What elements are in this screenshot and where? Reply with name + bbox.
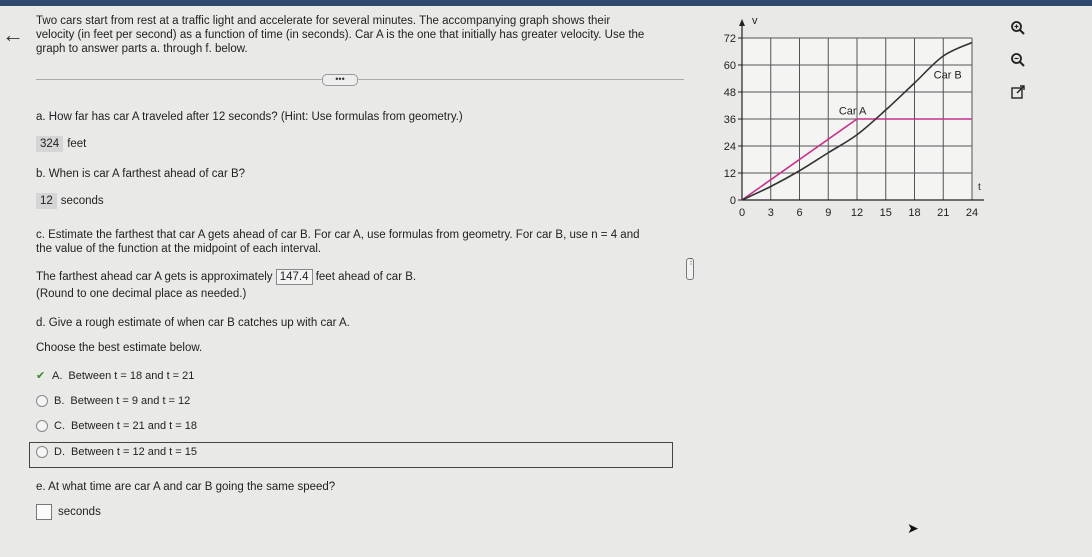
y-tick-label: 36 [723,114,736,126]
answer-c-prefix: The farthest ahead car A gets is approximately [36,271,273,283]
divider [36,79,684,80]
answer-e [36,504,101,520]
y-tick-label: 60 [723,60,736,72]
car-a-label: Car A [838,105,867,118]
checkmark-icon: ✔ [36,370,46,382]
top-bar [0,0,1092,6]
x-tick-label: 3 [767,207,774,219]
answer-a [36,136,86,152]
option-c[interactable] [36,420,197,432]
problem-prompt [36,14,686,56]
radio-button[interactable] [36,420,48,432]
answer-b-value[interactable]: 12 [36,193,57,209]
x-axis-label: t [978,182,981,193]
question-c-line: c. Estimate the farthest that car A gets ahead of car B. For car A, use formulas from geometry. For car B, use n = 4 and [36,229,640,241]
answer-b-unit: seconds [60,195,104,207]
round-note: (Round to one decimal place as needed.) [36,288,247,300]
answer-a-unit: feet [67,138,87,150]
y-tick-label: 48 [723,87,736,99]
y-tick-label: 72 [723,33,736,45]
question-b: b. When is car A farthest ahead of car B? [36,168,246,180]
x-tick-label: 18 [908,207,921,219]
y-tick-label: 12 [723,168,736,180]
zoom-in-icon[interactable] [1010,20,1026,36]
back-arrow-icon[interactable]: ← [2,22,24,47]
answer-e-unit: seconds [58,506,101,519]
choose-instruction: Choose the best estimate below. [36,342,203,354]
answer-b [36,193,104,209]
option-d-label: D. [54,446,65,458]
x-tick-label: 21 [937,207,950,219]
answer-c-suffix: feet ahead of car B. [315,271,417,283]
answer-c [36,269,416,285]
prompt-line: graph to answer parts a. through f. below. [36,43,248,55]
x-tick-label: 6 [796,207,803,219]
y-axis-label: v [752,15,758,27]
mouse-cursor-icon: ➤ [907,520,919,536]
external-link-icon[interactable] [1010,84,1026,100]
y-tick-label: 24 [723,141,736,153]
option-b[interactable] [36,395,190,407]
option-c-text: Between t = 21 and t = 18 [71,420,197,432]
x-tick-label: 24 [965,207,979,219]
car-b-label: Car B [933,69,962,82]
answer-a-value[interactable]: 324 [36,136,63,152]
radio-button[interactable] [36,446,48,458]
option-b-label: B. [54,395,65,407]
pane-resize-handle[interactable]: ⋮ [686,258,694,280]
option-c-label: C. [54,420,65,432]
velocity-chart [700,12,1000,227]
x-tick-label: 12 [850,207,864,219]
zoom-out-icon[interactable] [1010,52,1026,68]
question-c [36,228,640,256]
option-d[interactable] [36,446,197,458]
answer-e-input[interactable] [36,504,52,520]
option-a[interactable] [36,370,194,382]
x-tick-label: 15 [879,207,892,219]
answer-c-value[interactable]: 147.4 [276,269,313,285]
y-axis-arrow [739,19,745,26]
x-tick-label: 9 [825,207,832,219]
question-d: d. Give a rough estimate of when car B catches up with car A. [36,317,350,329]
y-tick-label: 0 [729,195,736,207]
radio-button[interactable] [36,395,48,407]
option-b-text: Between t = 9 and t = 12 [70,395,191,407]
question-c-line: the value of the function at the midpoint of each interval. [36,243,322,255]
prompt-line: Two cars start from rest at a traffic light and accelerate for several minutes. The accompanying graph shows their [36,15,611,27]
option-d-text: Between t = 12 and t = 15 [71,446,197,458]
option-a-text: Between t = 18 and t = 21 [68,370,195,382]
x-tick-label: 0 [738,207,746,219]
expand-dots-button[interactable]: ••• [322,74,358,86]
prompt-line: velocity (in feet per second) as a function of time (in seconds). Car A is the one that initially has greater velocity. Use the [36,29,645,41]
option-a-label: A. [52,370,63,382]
question-e: e. At what time are car A and car B going the same speed? [36,481,336,493]
question-a: a. How far has car A traveled after 12 seconds? (Hint: Use formulas from geometry.) [36,111,463,123]
